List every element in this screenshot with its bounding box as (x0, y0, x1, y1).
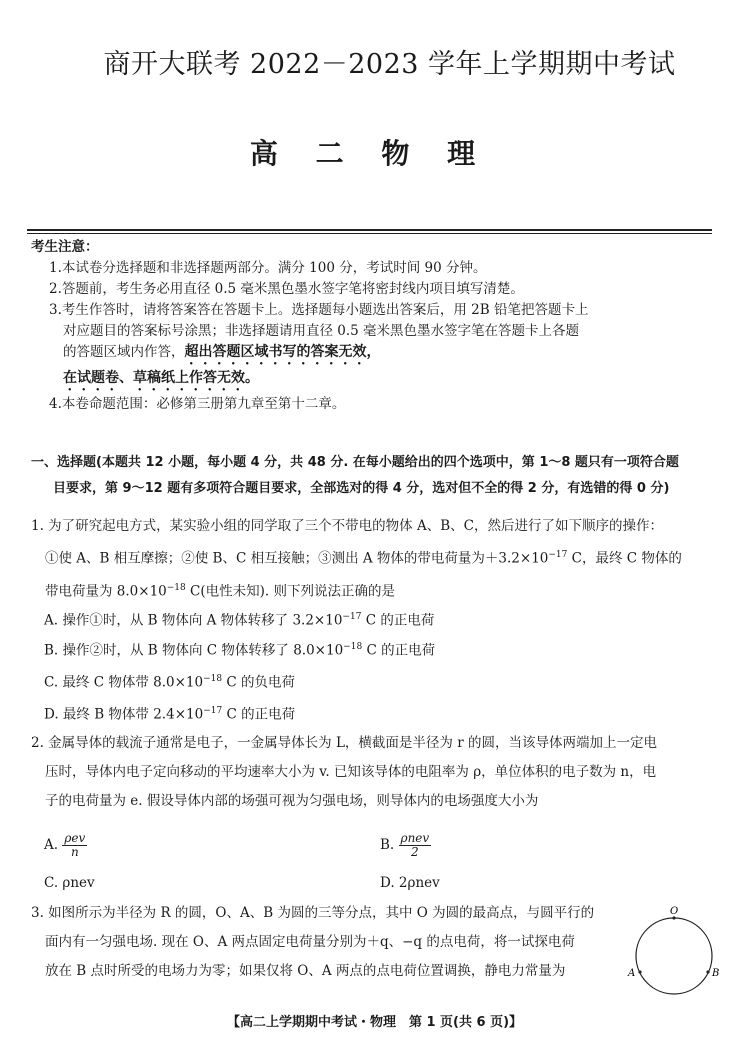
q3-circle-figure (620, 900, 730, 1000)
q2-option-c[interactable]: C. ρnev (44, 875, 95, 891)
q1-option-d[interactable]: D. 最终 B 物体带 $2.4\times 10^{-17}$ C 的正电荷 (44, 706, 296, 723)
question-2-stem (31, 729, 715, 816)
q2-option-b[interactable]: B. $\frac{\text{ρnev}}{2}$ (380, 831, 430, 859)
q3-label-b: B (712, 968, 720, 979)
q2-option-d[interactable]: D. 2ρnev (380, 875, 440, 891)
notice-item-3 (31, 300, 591, 394)
q1-line-2a: ①使 A、B 相互摩擦；②使 B、C 相互接触；③测出 A 物体的带电荷量为＋3.2×10 (45, 550, 549, 567)
q3-line-3: 放在 B 点时所受的电场力为零；如果仅将 O、A 两点的点电荷位置调换，静电力常量为 (45, 963, 566, 979)
q3-point-a (638, 970, 641, 973)
q3-line-1: 3. 如图所示为半径为 R 的圆，O、A、B 为圆的三等分点，其中 O 为圆的最高点，与圆平行的 (31, 905, 595, 921)
q1-line-3a: 带电荷量为 8.0×10 (45, 583, 167, 599)
q1-line-3b: C(电性未知). 则下列说法正确的是 (185, 583, 396, 599)
notice-item-4: 4.本卷命题范围：必修第三册第九章至第十二章。 (49, 396, 346, 412)
question-3-stem (31, 899, 621, 986)
q1-line-2b: C，最终 C 物体的 (567, 550, 682, 567)
notice-emphasis-1: 超出答题区域书写的答案无效， (184, 344, 381, 360)
exam-title: 商开大联考 2022－2023 学年上学期期中考试 (103, 49, 676, 80)
q2-line-1: 2. 金属导体的载流子通常是电子，一金属导体长为 L，横截面是半径为 r 的圆，当该导体两端加上一定电 (31, 735, 657, 751)
candidate-notice (31, 237, 591, 415)
q1-option-a[interactable]: A. 操作①时，从 B 物体向 A 物体转移了 $3.2\times 10^{-17}$ C 的正电荷 (44, 612, 435, 629)
q3-point-b (706, 970, 709, 973)
section-header-line-1: 一、选择题(本题共 12 小题，每小题 4 分，共 48 分. 在每小题给出的四个选项中，第 1～8 题只有一项符合题 (31, 455, 679, 470)
q1-line-3 (31, 574, 715, 607)
q1-exp-2: −18 (166, 582, 186, 593)
q1-exp-1: −17 (548, 550, 568, 560)
q3-label-a: A (628, 968, 636, 979)
q3-circle (636, 918, 712, 994)
q2-line-3: 子的电荷量为 e. 假设导体内部的场强可视为匀强电场，则导体内的电场强度大小为 (45, 793, 539, 809)
notice-item-2: 2.答题前，考生务必用直径 0.5 毫米黑色墨水签字笔将密封线内项目填写清楚。 (49, 281, 524, 297)
q1-line-1: 1. 为了研究起电方式，某实验小组的同学取了三个不带电的物体 A、B、C，然后进行了如下顺序的操作： (31, 518, 663, 534)
q2-option-a-fraction: $\frac{\text{ρev}}{n}$ (64, 831, 86, 859)
section-header-line-2: 目要求，第 9～12 题有多项符合题目要求，全部选对的得 4 分，选对但不全的得 2 分，有选错的得 0 分) (53, 481, 670, 496)
subject-title: 高 二 物 理 (249, 137, 490, 170)
q1-option-c[interactable]: C. 最终 C 物体带 $8.0\times 10^{-18}$ C 的负电荷 (44, 674, 296, 691)
section-choice-header (31, 450, 715, 502)
header-divider-thick (27, 229, 712, 231)
q3-label-o: O (670, 906, 679, 917)
notice-heading: 考生注意： (31, 239, 99, 255)
q3-line-2: 面内有一匀强电场. 现在 O、A 两点固定电荷量分别为＋q、−q 的点电荷，将一试探电荷 (45, 934, 575, 950)
q2-option-b-fraction: $\frac{\text{ρnev}}{2}$ (400, 831, 430, 859)
notice-emphasis-2: 在试题卷、草稿纸上作答无效。 (63, 370, 259, 386)
notice-item-1: 1.本试卷分选择题和非选择题两部分。满分 100 分，考试时间 90 分钟。 (49, 260, 487, 276)
notice-item-3-text: 3.考生作答时，请将答案答在答题卡上。选择题每小题选出答案后，用 2B 铅笔把答题卡上对应题目的答案标号涂黑；非选择题请用直径 0.5 毫米黑色墨水签字笔在答题卡上各题的答题区域内作答， (49, 302, 589, 360)
question-1-stem (31, 512, 715, 606)
page-footer: 【高二上学期期中考试・物理 第 1 页(共 6 页)】 (226, 1015, 523, 1030)
q1-line-2 (31, 541, 715, 574)
q2-option-a[interactable]: A. $\frac{\text{ρev}}{n}$ (44, 831, 86, 859)
q1-option-b[interactable]: B. 操作②时，从 B 物体向 C 物体转移了 $8.0\times 10^{-18}$ C 的正电荷 (44, 642, 436, 659)
header-divider-thin (27, 233, 712, 234)
q2-line-2: 压时，导体内电子定向移动的平均速率大小为 v. 已知该导体的电阻率为 ρ，单位体积的电子数为 n，电 (45, 764, 657, 780)
